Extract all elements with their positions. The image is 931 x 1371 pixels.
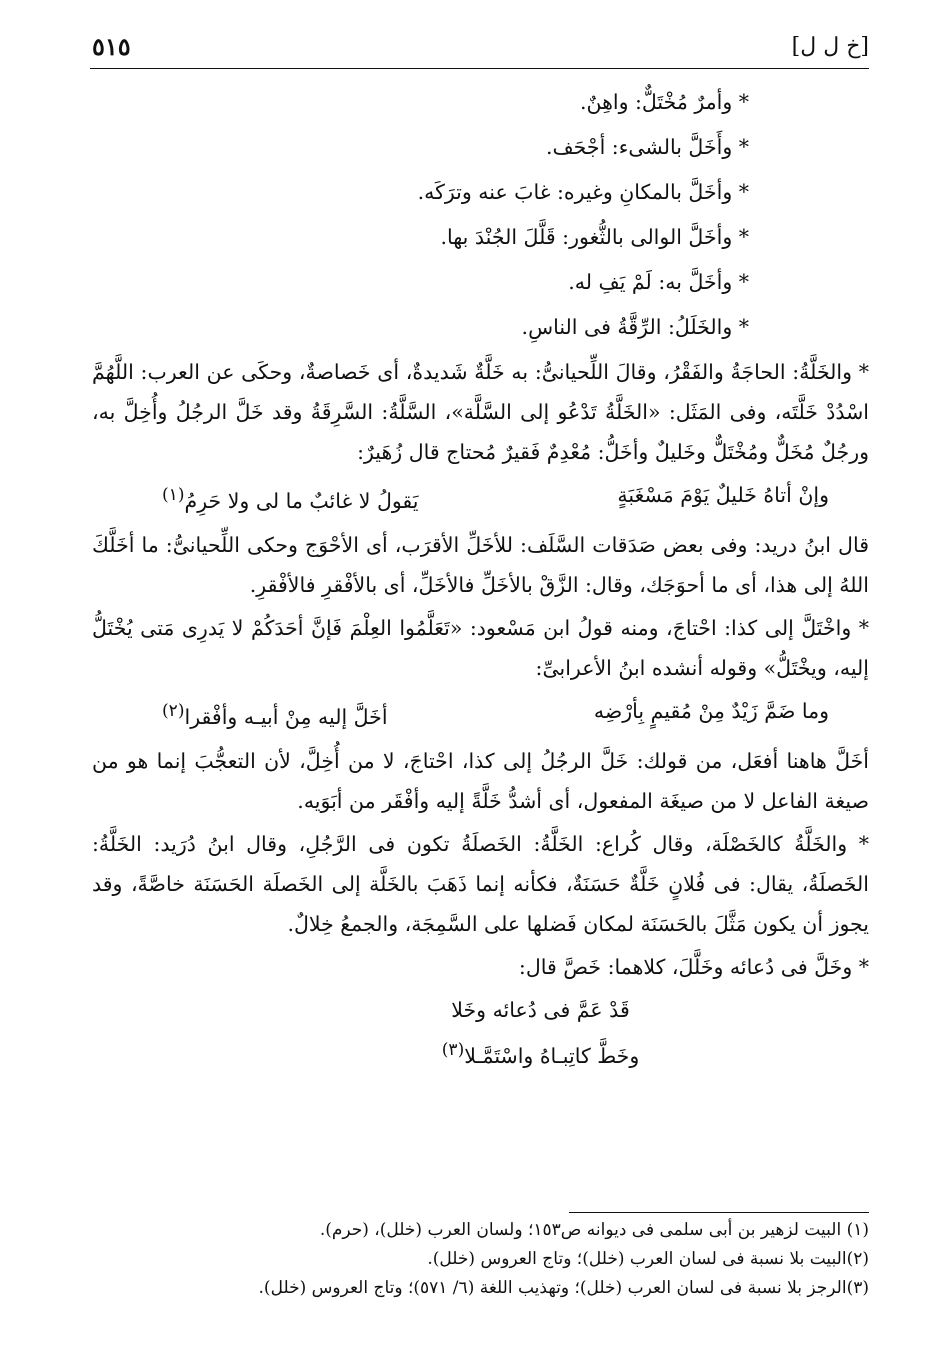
- entry-line: * وأَخَلَّ بالشىء: أجْحَف.: [545, 135, 749, 159]
- footnotes: [92, 1216, 869, 1303]
- verse-ibn-arabi: [162, 691, 829, 737]
- footnote-ref-2: (٢): [162, 700, 185, 721]
- entry-line: * وأخَلَّ به: لَمْ يَفِ له.: [568, 270, 749, 294]
- footnote-2: (٢)البيت بلا نسبة فى لسان العرب (خلل)؛ وتاج العروس (خلل).: [427, 1249, 869, 1269]
- verse-second-hemistich: [162, 691, 388, 737]
- entry-line: * وأمرٌ مُخْتَلٌّ: واهِنٌ.: [579, 90, 749, 114]
- verse-first-hemistich: وإنْ أتاهُ خَليلٌ يَوْمَ مَسْغَبَةٍ: [617, 483, 829, 507]
- header-rule: [90, 68, 869, 69]
- verse-zuhayr: [162, 475, 829, 521]
- paragraph-khalla-dua: * وخَلَّ فى دُعائه وخَلَّلَ، كلاهما: خَصَّ قال:: [518, 954, 869, 979]
- entry-line: * والخَلَلُ: الرِّقَّةُ فى الناسِ.: [521, 315, 749, 339]
- page-body: [92, 82, 869, 1075]
- paragraph-khalla-need: * والخَلَّةُ: الحاجَةُ والفَقْرُ، وقالَ اللِّحيانىُّ: به خَلَّةٌ شَديدةٌ، أى خَصاصةٌ، وحكَى عن العرب: اللَّهُمَّ اسْدُدْ خَلَّتَه، وفى المَثَل: «الخَلَّةُ تَدْعُو إلى السَّلَّة»، السَّلَّةُ: السَّرِقَةُ وقد خَلَّ الرجُلُ وأُخِلَّ به، ورجُلٌ مُخَلٌّ ومُخْتَلٌّ وخَليلٌ وأخَلُّ: مُعْدِمٌ فَقيرٌ مُحتاج قال زُهَيرٌ:: [92, 360, 869, 464]
- verse-second-hemistich: [162, 475, 419, 521]
- rajaz-line-1: قَدْ عَمَّ فى دُعائه وخَلا: [451, 997, 630, 1022]
- rajaz-line-2: [212, 1030, 869, 1076]
- verse-second-text: يَقولُ لا غائبٌ ما لى ولا حَرِمُ: [184, 488, 419, 513]
- footnote-3: (٣)الرجز بلا نسبة فى لسان العرب (خلل)؛ وتهذيب اللغة (٦/ ٥٧١)؛ وتاج العروس (خلل).: [258, 1278, 869, 1298]
- rajaz-verse: [212, 990, 869, 1076]
- rajaz-line-2-text: وخَطَّ كاتِبـاهُ واسْتَمَّـلا: [464, 1043, 640, 1068]
- entry-line: * وأخَلَّ بالمكانِ وغيره: غابَ عنه وترَكَه.: [417, 180, 749, 204]
- footnote-ref-1: (١): [162, 485, 185, 505]
- entry-line: * وأخَلَّ الوالى بالثُّغور: قَلَّلَ الجُنْدَ بها.: [440, 225, 749, 249]
- footnote-ref-3: (٣): [441, 1039, 465, 1060]
- paragraph-ikhtalla: * واخْتَلَّ إلى كذا: احْتاجَ، ومنه قولُ ابن مَسْعود: «تَعَلَّمُوا العِلْمَ فَإنَّ أحَدَكُمْ لا يَدرِى مَتى يُخْتَلُّ إليه، ويخْتَلُّ» وقوله أنشده ابنُ الأعرابىِّ:: [92, 615, 869, 680]
- footnote-rule: [569, 1212, 869, 1213]
- root-label: [خ ل ل]: [791, 34, 869, 59]
- paragraph-ibn-durayd: قال ابنُ دريد: وفى بعض صَدَقات السَّلَف: للأخَلِّ الأقرَب، أى الأحْوَج وحكى اللِّحيانىُّ: ما أخَلَّكَ اللهُ إلى هذا، أى ما أحوَجَك، وقال: الزَّقْ بالأخَلِّ فالأخَلِّ، أى بالأفْقرِ فالأفْقرِ.: [92, 532, 869, 597]
- verse-first-hemistich: وما ضَمَّ زَيْدٌ مِنْ مُقيمٍ بِأرْضِه: [593, 698, 829, 723]
- page-header: [92, 28, 869, 68]
- page-number: ٥١٥: [92, 32, 131, 61]
- footnote-1: (١) البيت لزهير بن أبى سلمى فى ديوانه ص١٥٣؛ ولسان العرب (خلل)، (حرم).: [319, 1220, 869, 1240]
- verse-second-text: أخَلَّ إليه مِنْ أبيـه وأفْقرا: [184, 704, 388, 729]
- paragraph-khalla-trait: * والخَلَّةُ كالخَصْلَة، وقال كُراع: الخَلَّةُ: الخَصلَةُ تكون فى الرَّجُلِ، وقال ابنُ دُرَيد: الخَلَّةُ: الخَصلَةُ، يقال: فى فُلانٍ خَلَّةٌ حَسَنَةٌ، فكأنه إنما ذَهَبَ بالخَلَّة إلى الخَصلَة الحَسَنَة خاصَّةً، وقد يجوز أن يكون مَثَّلَ بالحَسَنَة لمكان فَضلها على السَّمِجَة، والجمعُ خِلالٌ.: [92, 831, 869, 936]
- paragraph-akhalla-af3al: أخَلَّ هاهنا أفعَل، من قولك: خَلَّ الرجُلُ إلى كذا، احْتاجَ، لا من أُخِلَّ، لأن التعجُّبَ إنما هو من صيغة الفاعل لا من صيغَة المفعول، أى أشدُّ خَلَّةً إليه وأفْقَر من أبَوَيه.: [92, 748, 869, 813]
